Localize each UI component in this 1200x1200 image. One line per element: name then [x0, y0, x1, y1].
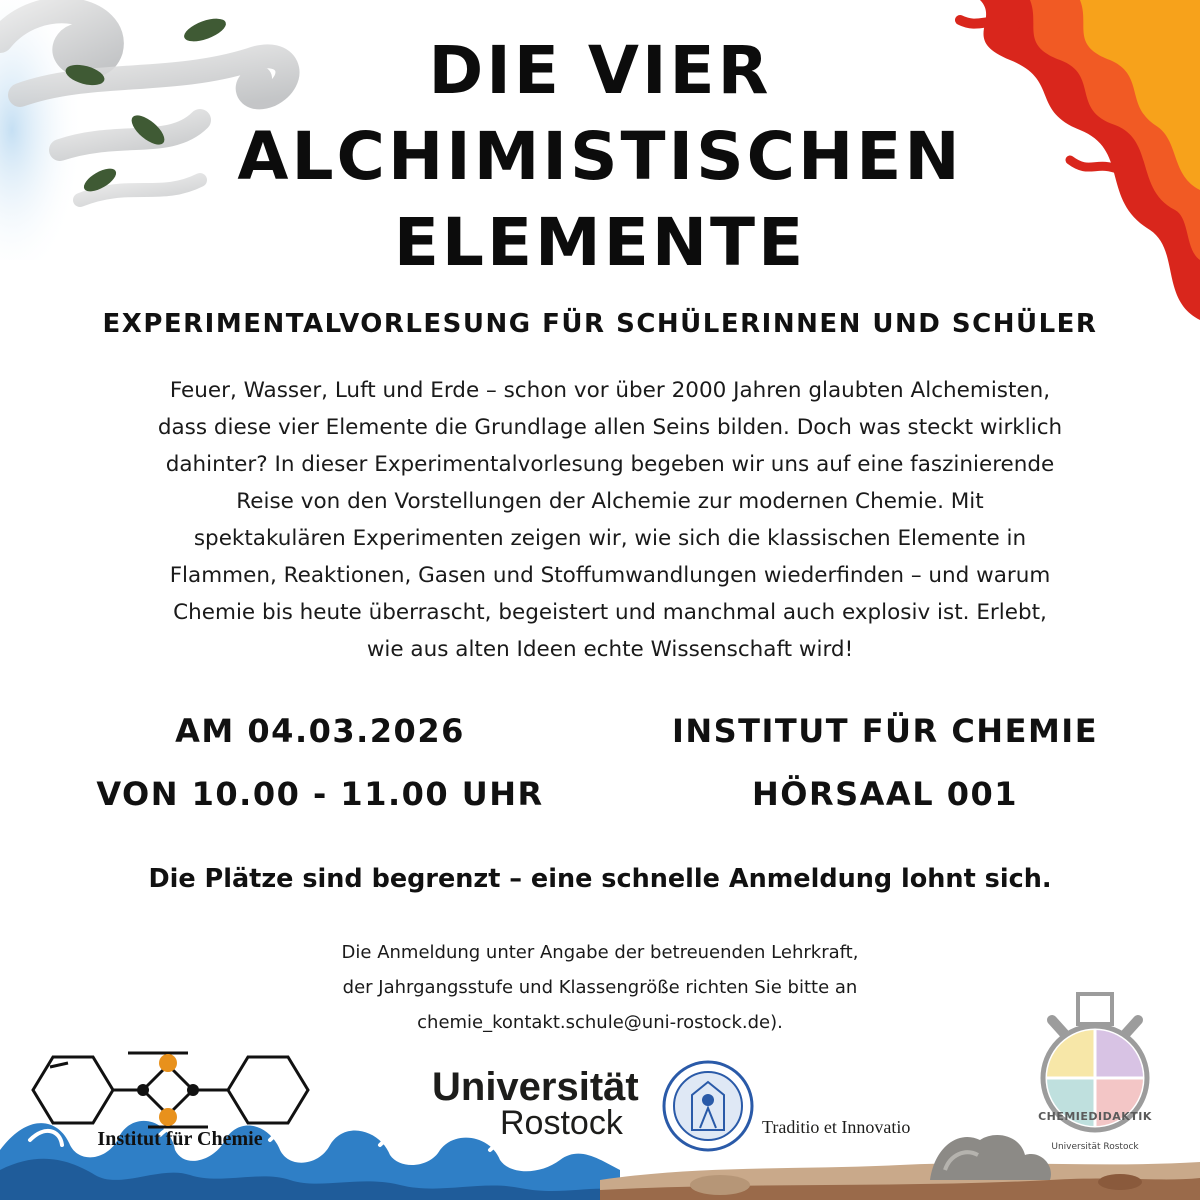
university-name: Universität [432, 1065, 639, 1109]
description-line: dass diese vier Elemente die Grundlage allen Seins bilden. Doch was steckt wirklich [157, 415, 1063, 440]
description-line: spektakulären Experimenten zeigen wir, wie sich die klassischen Elemente in [193, 526, 1027, 551]
description [80, 372, 1140, 668]
contact-line: Die Anmeldung unter Angabe der betreuenden Lehrkraft, [341, 942, 859, 963]
benzene-molecule-icon [28, 1045, 313, 1135]
event-location: INSTITUT FÜR CHEMIE [671, 712, 1099, 750]
title-line-2: ALCHIMISTISCHEN [237, 118, 963, 195]
registration-info [200, 935, 1000, 1040]
didactics-logo-sub: Universität Rostock [1051, 1142, 1139, 1152]
title-line-3: ELEMENTE [393, 204, 807, 281]
event-room: HÖRSAAL 001 [751, 775, 1019, 813]
didactics-logo-label: CHEMIEDIDAKTIK [1038, 1110, 1152, 1123]
description-line: Reise von den Vorstellungen der Alchemie zur modernen Chemie. Mit [236, 489, 984, 514]
page-title [0, 28, 1200, 286]
description-line: Flammen, Reaktionen, Gasen und Stoffumwandlungen wiederfinden – und warum [169, 563, 1051, 588]
description-line: wie aus alten Ideen echte Wissenschaft wird! [366, 637, 854, 662]
limited-seats-note: Die Plätze sind begrenzt – eine schnelle Anmeldung lohnt sich. [148, 864, 1052, 894]
institute-logo-label: Institut für Chemie [97, 1128, 263, 1150]
event-date: AM 04.03.2026 [175, 712, 465, 750]
university-motto: Traditio et Innovatio [762, 1117, 911, 1137]
contact-email[interactable]: chemie_kontakt.schule@uni-rostock.de). [417, 1012, 783, 1033]
event-time: VON 10.00 - 11.00 UHR [96, 775, 544, 813]
title-line-1: DIE VIER [428, 32, 772, 109]
university-seal-icon [662, 1060, 754, 1152]
university-city: Rostock [500, 1104, 623, 1142]
subtitle: EXPERIMENTALVORLESUNG FÜR SCHÜLERINNEN UND SCHÜLER [102, 309, 1098, 339]
description-line: dahinter? In dieser Experimentalvorlesung begeben wir uns auf eine faszinierende [165, 452, 1055, 477]
description-line: Chemie bis heute überrascht, begeistert und manchmal auch explosiv ist. Erlebt, [173, 600, 1047, 625]
contact-line: der Jahrgangsstufe und Klassengröße richten Sie bitte an [342, 977, 858, 998]
description-line: Feuer, Wasser, Luft und Erde – schon vor über 2000 Jahren glaubten Alchemisten, [169, 378, 1051, 403]
